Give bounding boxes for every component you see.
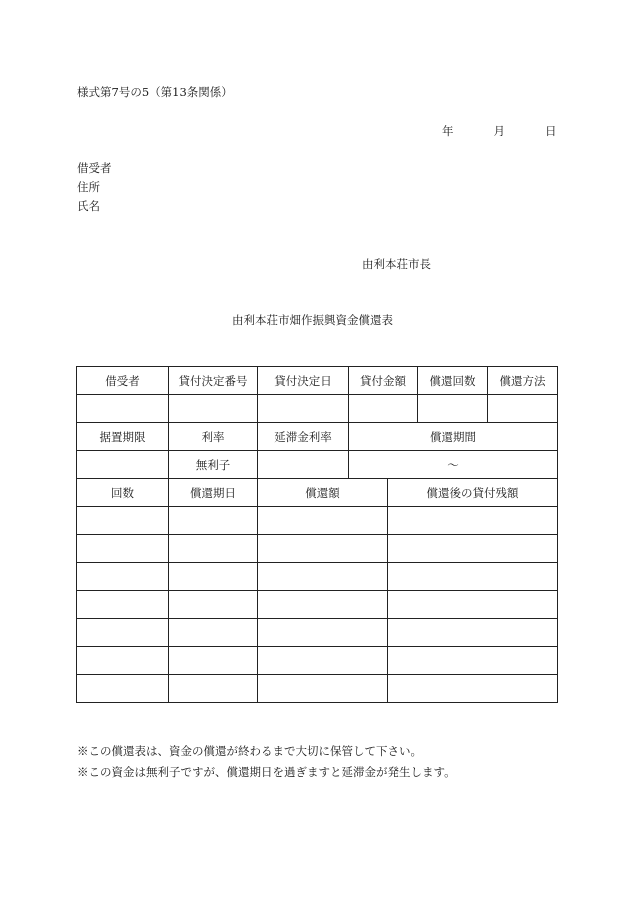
header-repayment-count: 償還回数 (418, 367, 488, 395)
name-label: 氏名 (77, 199, 100, 213)
value-cell (418, 395, 488, 423)
loan-info-header-row (77, 367, 558, 395)
repayment-schedule-table (76, 478, 558, 703)
date-line (442, 123, 557, 139)
value-cell (77, 395, 169, 423)
address-label: 住所 (77, 180, 100, 194)
schedule-cell (77, 507, 169, 535)
header-borrower: 借受者 (77, 367, 169, 395)
schedule-cell (77, 675, 169, 703)
value-cell (488, 395, 558, 423)
schedule-cell (388, 619, 558, 647)
note-item: ※この資金は無利子ですが、償還期日を過ぎますと延滞金が発生します。 (77, 765, 456, 779)
schedule-cell (169, 591, 258, 619)
loan-info-value-row (77, 395, 558, 423)
schedule-header-row (77, 479, 558, 507)
schedule-cell (258, 647, 388, 675)
table-row (77, 591, 558, 619)
header-remaining-balance: 償還後の貸付残額 (388, 479, 558, 507)
schedule-cell (388, 675, 558, 703)
schedule-cell (258, 535, 388, 563)
schedule-cell (258, 619, 388, 647)
header-repayment-period: 償還期間 (349, 423, 558, 451)
schedule-cell (169, 563, 258, 591)
date-month-label: 月 (493, 124, 505, 138)
header-repayment-method: 償還方法 (488, 367, 558, 395)
schedule-cell (77, 619, 169, 647)
header-loan-decision-number: 貸付決定番号 (169, 367, 258, 395)
schedule-cell (388, 591, 558, 619)
schedule-cell (169, 675, 258, 703)
header-late-rate: 延滞金利率 (258, 423, 349, 451)
value-cell (349, 395, 418, 423)
table-row (77, 675, 558, 703)
schedule-cell (169, 647, 258, 675)
schedule-cell (169, 535, 258, 563)
issuer-mayor: 由利本荘市長 (362, 257, 431, 271)
form-number: 様式第7号の5（第13条関係） (77, 85, 233, 99)
header-grace-period: 据置期限 (77, 423, 169, 451)
schedule-cell (388, 647, 558, 675)
date-year-label: 年 (442, 124, 454, 138)
schedule-cell (77, 535, 169, 563)
document-title: 由利本荘市畑作振興資金償還表 (232, 313, 393, 327)
schedule-cell (388, 563, 558, 591)
schedule-cell (388, 535, 558, 563)
header-repayment-amount: 償還額 (258, 479, 388, 507)
schedule-cell (258, 591, 388, 619)
borrower-block (77, 159, 112, 216)
header-loan-decision-date: 貸付決定日 (258, 367, 349, 395)
schedule-cell (258, 563, 388, 591)
repayment-period-value: ～ (349, 451, 558, 479)
interest-rate-value: 無利子 (169, 451, 258, 479)
loan-info-table (76, 366, 558, 479)
header-interest-rate: 利率 (169, 423, 258, 451)
schedule-cell (169, 619, 258, 647)
header-loan-amount: 貸付金額 (349, 367, 418, 395)
schedule-cell (77, 591, 169, 619)
table-row (77, 507, 558, 535)
schedule-cell (258, 675, 388, 703)
value-cell (77, 451, 169, 479)
notes (77, 741, 456, 783)
schedule-cell (388, 507, 558, 535)
table-row (77, 619, 558, 647)
schedule-cell (77, 563, 169, 591)
header-due-date: 償還期日 (169, 479, 258, 507)
borrower-label: 借受者 (77, 161, 112, 175)
schedule-cell (258, 507, 388, 535)
value-cell (258, 451, 349, 479)
loan-terms-header-row (77, 423, 558, 451)
table-row (77, 647, 558, 675)
value-cell (258, 395, 349, 423)
schedule-cell (77, 647, 169, 675)
loan-terms-value-row (77, 451, 558, 479)
note-item: ※この償還表は、資金の償還が終わるまで大切に保管して下さい。 (77, 744, 422, 758)
value-cell (169, 395, 258, 423)
table-row (77, 535, 558, 563)
table-row (77, 563, 558, 591)
date-day-label: 日 (545, 124, 557, 138)
schedule-cell (169, 507, 258, 535)
header-installment: 回数 (77, 479, 169, 507)
